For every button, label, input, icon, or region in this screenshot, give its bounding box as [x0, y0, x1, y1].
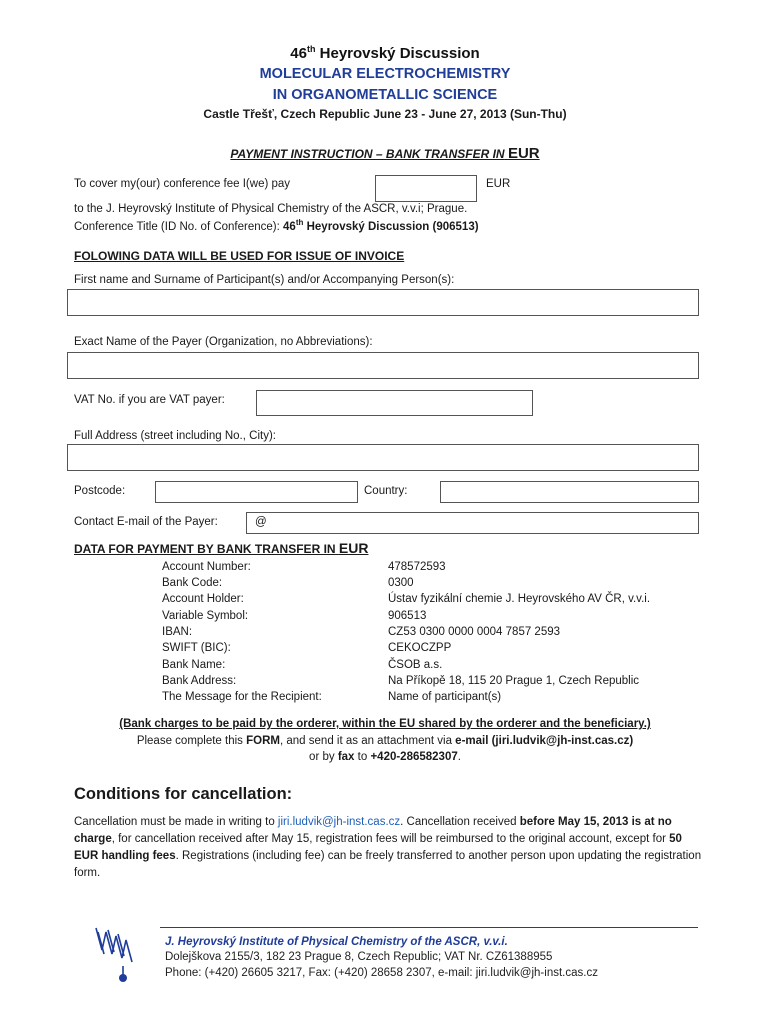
bank-row-value: CZ53 0300 0000 0004 7857 2593: [388, 626, 561, 638]
bank-row-value: 906513: [388, 610, 427, 622]
participant-field[interactable]: [67, 289, 699, 316]
bank-row-label: Account Holder:: [162, 593, 244, 605]
bank-row-value: 0300: [388, 577, 414, 589]
bank-row-label: IBAN:: [162, 626, 193, 638]
bank-row-value: Ústav fyzikální chemie J. Heyrovského AV ČR, v.v.i.: [388, 593, 651, 605]
vat-label: VAT No. if you are VAT payer:: [74, 394, 225, 406]
cancellation-email-link[interactable]: jiri.ludvik@jh-inst.cas.cz: [277, 816, 401, 828]
conference-title-line1: MOLECULAR ELECTROCHEMISTRY: [259, 66, 511, 82]
bank-row-label: Bank Name:: [162, 659, 226, 671]
country-field[interactable]: [440, 481, 699, 503]
email-label: Contact E-mail of the Payer:: [74, 516, 218, 528]
footer-contact: Phone: (+420) 26605 3217, Fax: (+420) 28658 2307, e-mail: jiri.ludvik@jh-inst.cas.cz: [165, 967, 598, 979]
fee-label: To cover my(our) conference fee I(we) pay: [74, 178, 291, 190]
bank-row-value: ČSOB a.s.: [388, 659, 443, 671]
country-label: Country:: [364, 485, 408, 497]
footer-divider: [160, 927, 698, 928]
venue-dates: Castle Třešť, Czech Republic June 23 - June 27, 2013 (Sun-Thu): [203, 107, 567, 121]
bank-row-label: SWIFT (BIC):: [162, 642, 231, 654]
bank-heading: DATA FOR PAYMENT BY BANK TRANSFER IN EUR: [74, 540, 369, 556]
payment-instruction-heading: PAYMENT INSTRUCTION – BANK TRANSFER IN EUR: [230, 145, 540, 162]
fax-note: or by fax to +420-286582307.: [309, 751, 461, 763]
address-field[interactable]: [67, 444, 699, 471]
address-label: Full Address (street including No., City):: [74, 430, 276, 442]
payer-field[interactable]: [67, 352, 699, 379]
participant-label: First name and Surname of Participant(s) and/or Accompanying Person(s):: [74, 274, 455, 286]
postcode-field[interactable]: [155, 481, 358, 503]
discussion-title: 46th Heyrovský Discussion: [290, 44, 480, 62]
fee-amount-field[interactable]: [375, 175, 477, 202]
bank-row-value: Name of participant(s): [388, 691, 502, 703]
vat-field[interactable]: [256, 390, 533, 416]
postcode-label: Postcode:: [74, 485, 126, 497]
conference-id-line: Conference Title (ID No. of Conference): 46th Heyrovský Discussion (906513): [74, 218, 479, 233]
institute-line: to the J. Heyrovský Institute of Physical Chemistry of the ASCR, v.v.i; Prague.: [74, 203, 468, 215]
footer-address: Dolejškova 2155/3, 182 23 Prague 8, Czech Republic; VAT Nr. CZ61388955: [165, 951, 553, 963]
complete-form-note: Please complete this FORM, and send it as an attachment via e-mail (jiri.ludvik@jh-inst.cas.cz): [136, 735, 634, 747]
fee-currency: EUR: [486, 178, 511, 190]
footer-institute: J. Heyrovský Institute of Physical Chemistry of the ASCR, v.v.i.: [165, 936, 508, 948]
bank-row-label: Variable Symbol:: [162, 610, 249, 622]
bank-row-value: CEKOCZPP: [388, 642, 452, 654]
bank-row-label: The Message for the Recipient:: [162, 691, 322, 703]
institute-logo: [92, 926, 144, 984]
email-field[interactable]: [246, 512, 699, 534]
payer-label: Exact Name of the Payer (Organization, no Abbreviations):: [74, 336, 373, 348]
bank-row-label: Bank Address:: [162, 675, 237, 687]
cancellation-heading: Conditions for cancellation:: [74, 785, 293, 803]
invoice-heading: FOLOWING DATA WILL BE USED FOR ISSUE OF INVOICE: [74, 249, 405, 263]
email-at-sign: @: [255, 516, 267, 528]
bank-row-label: Account Number:: [162, 561, 251, 573]
cancellation-text: Cancellation must be made in writing to jiri.ludvik@jh-inst.cas.cz. Cancellation received before May 15, 2013 is at no charge, for cancellation received after May 15, registration fees will be reimbursed to the original account, except for 50 EUR handling fees. Registrations (including fee) can be freely transferred to another person upon updating the registration form.: [74, 816, 702, 879]
bank-row-label: Bank Code:: [162, 577, 223, 589]
bank-row-value: Na Příkopě 18, 115 20 Prague 1, Czech Republic: [388, 675, 640, 687]
bank-row-value: 478572593: [388, 561, 446, 573]
conference-title-line2: IN ORGANOMETALLIC SCIENCE: [272, 87, 498, 103]
bank-charges-note: (Bank charges to be paid by the orderer, within the EU shared by the orderer and the beneficiary.): [119, 718, 651, 730]
